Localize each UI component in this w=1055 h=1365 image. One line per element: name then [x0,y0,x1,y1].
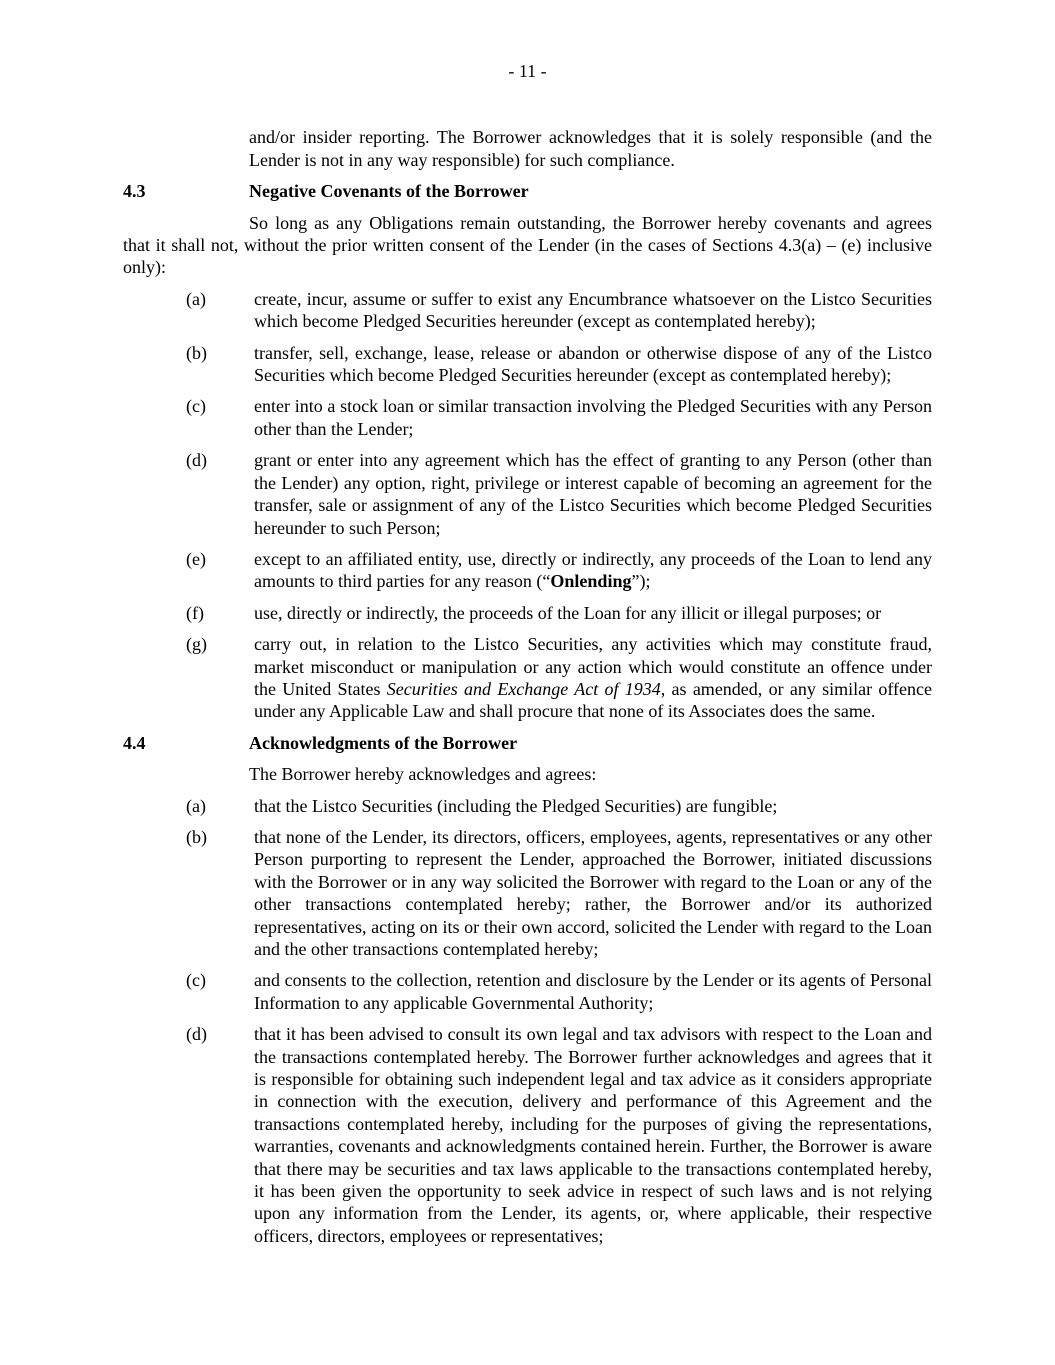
section-number: 4.4 [123,732,146,753]
list-item [186,826,932,960]
list-item-label: (b) [186,342,207,363]
list-item-label: (a) [186,288,206,309]
section-4-3-lead-paragraph: So long as any Obligations remain outstanding, the Borrower hereby covenants and agrees that it shall not, without the prior written consent of the Lender (in the cases of Sections 4.3(a) – (e) inclusive only): [123,212,932,278]
list-item-label: (b) [186,826,207,847]
list-item-text [254,548,932,593]
list-item-text-post: ”); [631,571,651,592]
section-title: Acknowledgments of the Borrower [249,732,518,753]
list-item [186,449,932,539]
list-item [186,342,932,387]
list-item-text [254,633,932,723]
list-item-text-post: , as amended, or any similar offence under any Applicable Law and shall procure that none of its Associates does the same. [254,678,932,722]
list-item-text: and consents to the collection, retention and disclosure by the Lender or its agents of Personal Information to any applicable Governmental Authority; [254,970,932,1013]
continuation-paragraph: and/or insider reporting. The Borrower acknowledges that it is solely responsible (and the Lender is not in any way responsible) for such compliance. [249,127,932,170]
list-item-label: (c) [186,970,206,991]
list-item-label: (d) [186,1024,207,1045]
list-item [186,395,932,440]
list-item-text: grant or enter into any agreement which has the effect of granting to any Person (other than the Lender) any option, right, privilege or interest capable of becoming an agreement for the transfer, sale or assignment of any of the Listco Securities which become Pledged Securities hereunder to such Person; [254,450,932,538]
list-item-label: (f) [186,602,204,623]
list-item-text: create, incur, assume or suffer to exist any Encumbrance whatsoever on the Listco Securities which become Pledged Securities hereunder (except as contemplated hereby); [254,288,932,332]
section-number: 4.3 [123,181,146,202]
page-number: - 11 - [508,61,547,81]
list-item-label: (a) [186,795,206,816]
list-item-label: (g) [186,634,207,655]
list-item-text: that the Listco Securities (including the Pledged Securities) are fungible; [254,795,778,816]
list-item-label: (c) [186,396,206,417]
list-item-label: (d) [186,450,207,471]
list-item-text: that none of the Lender, its directors, officers, employees, agents, representatives or any other Person purporting to represent the Lender, approached the Borrower, initiated discussions with the Borrower or in any way solicited the Borrower with regard to the Loan or any of the other transactions contemplated hereby; rather, the Borrower and/or its authorized representatives, acting on its or their own accord, solicited the Lender with regard to the Loan and the other transactions contemplated hereby; [254,826,932,959]
statute-name-italic: Securities and Exchange Act of 1934 [386,678,661,699]
list-item-text: that it has been advised to consult its own legal and tax advisors with respect to the Loan and the transactions contemplated hereby. The Borrower further acknowledges and agrees that it is responsible for obtaining such independent legal and tax advice as it considers appropriate in connection with the execution, delivery and performance of this Agreement and the transactions contemplated hereby, including for the purposes of giving the representations, warranties, covenants and acknowledgments contained herein. Further, the Borrower is aware that there may be securities and tax laws applicable to the transactions contemplated hereby, it has been given the opportunity to seek advice in respect of such laws and is not relying upon any information from the Lender, its agents, or, where applicable, their respective officers, directors, employees or representatives; [254,1024,932,1246]
section-4-4-lead-paragraph: The Borrower hereby acknowledges and agrees: [249,764,597,785]
list-item-text-pre: except to an affiliated entity, use, directly or indirectly, any proceeds of the Loan to lend any amounts to third parties for any reason (“ [254,548,932,592]
list-item [186,633,932,723]
section-4-4-heading [123,732,932,754]
list-item [186,288,932,333]
list-item [186,1023,932,1247]
list-item-text: enter into a stock loan or similar transaction involving the Pledged Securities with any Person other than the Lender; [254,396,932,439]
defined-term-onlending: Onlending [550,571,632,592]
list-item-text: transfer, sell, exchange, lease, release or abandon or otherwise dispose of any of the Listco Securities which become Pledged Securities hereunder (except as contemplated hereby); [254,342,932,386]
section-title: Negative Covenants of the Borrower [249,181,529,202]
list-item [186,602,932,624]
section-4-3-heading [123,180,932,202]
list-item [186,548,932,593]
list-item-text: use, directly or indirectly, the proceeds of the Loan for any illicit or illegal purposes; or [254,602,882,623]
list-item [186,969,932,1014]
list-item-text-pre: carry out, in relation to the Listco Securities, any activities which may constitute fraud, market misconduct or manipulation or any action which would constitute an offence under the United States [254,634,932,699]
list-item [186,795,932,817]
list-item-label: (e) [186,548,206,569]
